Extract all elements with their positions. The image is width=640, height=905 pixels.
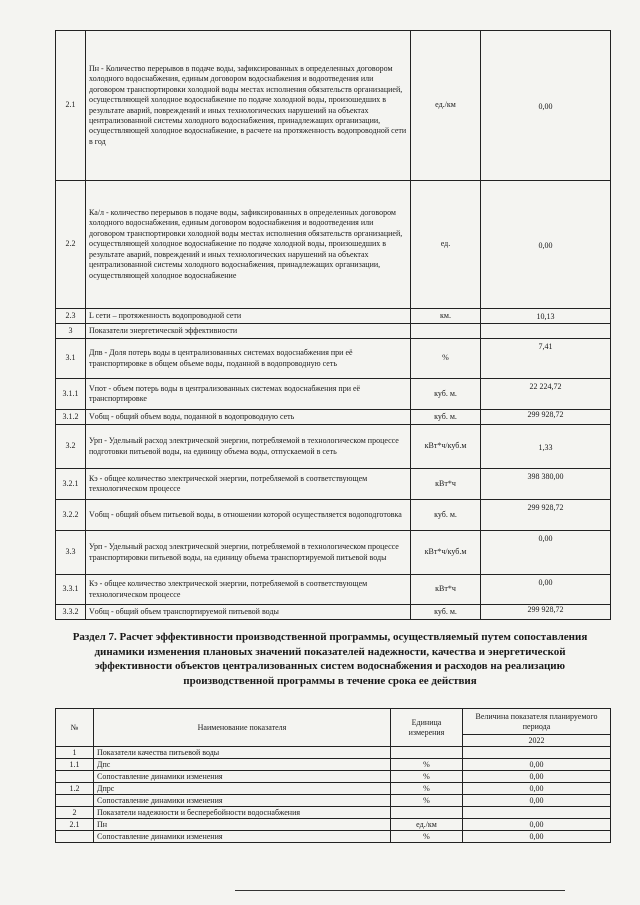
header-value: Величина показателя планируемого периода [463, 709, 611, 735]
row-unit: % [391, 783, 463, 795]
row-description: Vпот - объем потерь воды в централизованных системах водоснабжения при её транспортировке [86, 379, 411, 410]
row-value: 0,00 [481, 31, 611, 181]
row-value: 0,00 [463, 819, 611, 831]
row-value [463, 807, 611, 819]
row-unit: % [391, 771, 463, 783]
row-number: 1.2 [56, 783, 94, 795]
row-number: 3.2 [56, 425, 86, 469]
table-row [56, 819, 611, 831]
row-number: 3 [56, 324, 86, 339]
row-number: 2.2 [56, 181, 86, 309]
row-value: 7,41 [481, 339, 611, 379]
table-row [56, 831, 611, 843]
section-7-title: Раздел 7. Расчет эффективности производственной программы, осуществляемый путем сопоставления динамики изменения плановых значений показателей надежности, качества и энергетической эффективности объектов централизованных систем водоснабжения и расходов на реализацию производственной программы в течение срока ее действия [72, 631, 588, 687]
row-value: 1,33 [481, 425, 611, 469]
table-row [56, 31, 611, 181]
row-value: 299 928,72 [481, 500, 611, 531]
page-footer-rule [235, 890, 565, 891]
efficiency-table-body [56, 747, 611, 843]
header-number: № [56, 709, 94, 747]
row-description: Vобщ - общий объем воды, поданной в водопроводную сеть [86, 410, 411, 425]
row-value: 299 928,72 [481, 605, 611, 620]
row-description: Vобщ - общий объем питьевой воды, в отношении которой осуществляется водоподготовка [86, 500, 411, 531]
row-description: Урп - Удельный расход электрической энергии, потребляемой в технологическом процессе подготовки питьевой воды, на единицу объема воды, отпускаемой в сеть [86, 425, 411, 469]
row-value: 0,00 [481, 575, 611, 605]
row-number: 1.1 [56, 759, 94, 771]
row-value: 0,00 [463, 795, 611, 807]
row-number: 3.3.2 [56, 605, 86, 620]
indicators-table-body [56, 31, 611, 620]
row-value: 0,00 [481, 531, 611, 575]
efficiency-table-header [56, 709, 611, 747]
header-row [56, 709, 611, 735]
indicators-table [55, 30, 611, 620]
row-value [463, 747, 611, 759]
row-number [56, 831, 94, 843]
row-name: Сопоставление динамики изменения [94, 771, 391, 783]
row-number: 3.1.1 [56, 379, 86, 410]
table-row [56, 309, 611, 324]
row-name: Дпс [94, 759, 391, 771]
table-row [56, 771, 611, 783]
row-unit: % [391, 759, 463, 771]
row-description: L сети – протяженность водопроводной сети [86, 309, 411, 324]
row-value: 0,00 [463, 759, 611, 771]
table-row [56, 339, 611, 379]
row-name: Сопоставление динамики изменения [94, 795, 391, 807]
header-unit: Единица измерения [391, 709, 463, 747]
table-row [56, 531, 611, 575]
row-description: Урп - Удельный расход электрической энергии, потребляемой в технологическом процессе транспортировки питьевой воды, на единицу объема транспортируемой питьевой воды [86, 531, 411, 575]
table-row [56, 747, 611, 759]
row-unit: % [411, 339, 481, 379]
row-unit: кВт*ч/куб.м [411, 425, 481, 469]
row-description: Vобщ - общий объем транспортируемой питьевой воды [86, 605, 411, 620]
row-value: 0,00 [463, 771, 611, 783]
row-description: Кэ - общее количество электрической энергии, потребляемой в соответствующем технологическом процессе [86, 575, 411, 605]
row-value: 299 928,72 [481, 410, 611, 425]
row-number [56, 795, 94, 807]
row-unit: куб. м. [411, 410, 481, 425]
row-name: Дпрс [94, 783, 391, 795]
table-row [56, 575, 611, 605]
row-name: Пн [94, 819, 391, 831]
row-number: 3.2.1 [56, 469, 86, 500]
row-unit: ед. [411, 181, 481, 309]
row-unit: кВт*ч [411, 575, 481, 605]
table-row [56, 807, 611, 819]
table-row [56, 181, 611, 309]
row-number: 2 [56, 807, 94, 819]
row-number: 3.1 [56, 339, 86, 379]
row-unit: ед./км [411, 31, 481, 181]
row-name: Показатели надежности и бесперебойности водоснабжения [94, 807, 391, 819]
row-value: 398 380,00 [481, 469, 611, 500]
row-value: 10,13 [481, 309, 611, 324]
row-description: Кэ - общее количество электрической энергии, потребляемой в соответствующем технологическом процессе [86, 469, 411, 500]
row-unit: куб. м. [411, 605, 481, 620]
row-unit: ед./км [391, 819, 463, 831]
row-number: 3.1.2 [56, 410, 86, 425]
row-unit: куб. м. [411, 379, 481, 410]
row-value: 0,00 [463, 783, 611, 795]
table-row [56, 783, 611, 795]
row-unit [391, 747, 463, 759]
row-description: Ка/л - количество перерывов в подаче воды, зафиксированных в определенных договором холодного водоснабжения, единым договором водоснабжения и водоотведения или договором транспортировки холодной воды местах исполнения обязательств организацией, осуществляющей холодное водоснабжение по подаче холодной воды, произошедших в результате аварий, повреждений и иных технологических нарушений на объектах централизованной системы холодного водоснабжения, принадлежащих организации, осуществляющей холодное водоснабжение [86, 181, 411, 309]
row-unit: % [391, 795, 463, 807]
table-row [56, 324, 611, 339]
row-unit: кВт*ч [411, 469, 481, 500]
row-unit: кВт*ч/куб.м [411, 531, 481, 575]
table-row [56, 469, 611, 500]
table-row [56, 795, 611, 807]
efficiency-table [55, 708, 611, 843]
row-number: 2.1 [56, 819, 94, 831]
row-number: 3.2.2 [56, 500, 86, 531]
table-row [56, 605, 611, 620]
row-unit [391, 807, 463, 819]
table-row [56, 500, 611, 531]
row-number: 1 [56, 747, 94, 759]
row-unit [411, 324, 481, 339]
row-unit: куб. м. [411, 500, 481, 531]
row-name: Сопоставление динамики изменения [94, 831, 391, 843]
row-name: Показатели качества питьевой воды [94, 747, 391, 759]
header-name: Наименование показателя [94, 709, 391, 747]
row-number: 2.3 [56, 309, 86, 324]
row-description: Дпв - Доля потерь воды в централизованных системах водоснабжения при её транспортировке в общем объеме воды, поданной в водопроводную сеть [86, 339, 411, 379]
row-value: 22 224,72 [481, 379, 611, 410]
row-unit: км. [411, 309, 481, 324]
table-row [56, 379, 611, 410]
table-row [56, 410, 611, 425]
row-number: 3.3.1 [56, 575, 86, 605]
row-number: 2.1 [56, 31, 86, 181]
table-row [56, 759, 611, 771]
row-description: Показатели энергетической эффективности [86, 324, 411, 339]
header-year: 2022 [463, 735, 611, 747]
row-description: Пн - Количество перерывов в подаче воды, зафиксированных в определенных договором холодного водоснабжения, единым договором водоснабжения и водоотведения или договором транспортировки холодной воды местах исполнения обязательств организацией, осуществляющей холодное водоснабжение по подаче холодной воды, произошедших в результате аварий, повреждений и иных технологических нарушений на объектах централизованной системы холодного водоснабжения, принадлежащих организации, осуществляющей холодное водоснабжение, в расчете на протяженность водопроводной сети в год [86, 31, 411, 181]
row-number [56, 771, 94, 783]
row-number: 3.3 [56, 531, 86, 575]
table-row [56, 425, 611, 469]
row-unit: % [391, 831, 463, 843]
row-value: 0,00 [481, 181, 611, 309]
row-value [481, 324, 611, 339]
row-value: 0,00 [463, 831, 611, 843]
